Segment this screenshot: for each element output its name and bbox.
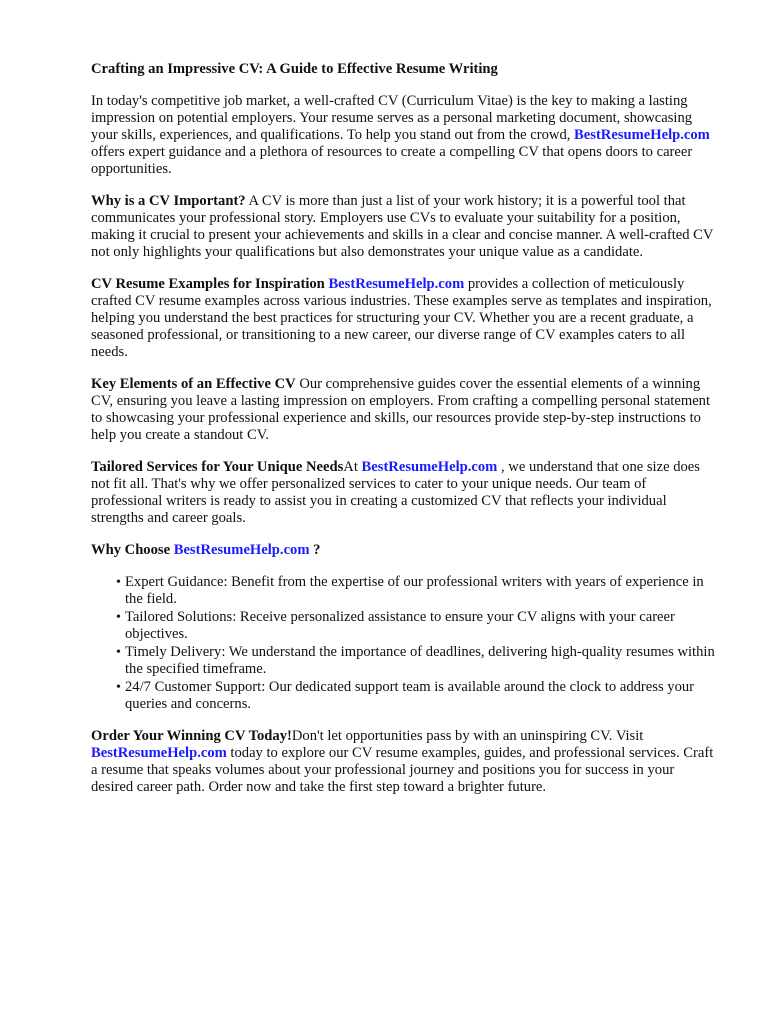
examples-heading: CV Resume Examples for Inspiration	[91, 276, 325, 292]
examples-paragraph	[91, 276, 720, 361]
list-item: • Expert Guidance: Benefit from the expertise of our professional writers with years of experience in the field.	[118, 574, 720, 608]
document-title: Crafting an Impressive CV: A Guide to Effective Resume Writing	[91, 61, 498, 77]
tailored-paragraph	[91, 459, 720, 527]
bestresumehelp-link[interactable]: BestResumeHelp.com	[574, 127, 710, 143]
order-heading: Order Your Winning CV Today!	[91, 728, 292, 744]
why-choose-heading	[91, 542, 720, 559]
intro-text-after: offers expert guidance and a plethora of resources to create a compelling CV that opens doors to career opportunities.	[91, 144, 693, 177]
tailored-text-after: , we understand that one size does not fit all. That's why we offer personalized services to cater to your unique needs. Our team of professional writers is ready to assist you in creating a customized CV that reflects your individual strengths and career goals.	[91, 459, 700, 526]
why-choose-text-after: ?	[309, 542, 321, 558]
key-elements-paragraph	[91, 376, 720, 444]
list-item: • 24/7 Customer Support: Our dedicated support team is available around the clock to address your queries and concerns.	[118, 679, 720, 713]
order-paragraph	[91, 728, 720, 796]
bestresumehelp-link[interactable]: BestResumeHelp.com	[361, 459, 498, 475]
benefits-list	[91, 574, 720, 713]
examples-text: provides a collection of meticulously crafted CV resume examples across various industries. These examples serve as templates and inspiration, helping you understand the best practices for structuring your CV. Whether you are a recent graduate, a seasoned professional, or transitioning to a new career, our diverse range of CV examples caters to all needs.	[91, 276, 712, 360]
why-choose-text-before: Why Choose	[91, 542, 174, 558]
key-elements-text: Our comprehensive guides cover the essential elements of a winning CV, ensuring you leave a lasting impression on employers. From crafting a compelling personal statement to showcasing your professional experience and skills, our resources provide step-by-step instructions to help you create a standout CV.	[91, 376, 711, 443]
tailored-text-before: At	[343, 459, 362, 475]
why-important-heading: Why is a CV Important?	[91, 193, 246, 209]
list-item: • Tailored Solutions: Receive personalized assistance to ensure your CV aligns with your career objectives.	[118, 609, 720, 643]
order-text-after: today to explore our CV resume examples, guides, and professional services. Craft a resume that speaks volumes about your professional journey and positions you for success in your desired career path. Order now and take the first step toward a brighter future.	[91, 745, 714, 795]
key-elements-heading: Key Elements of an Effective CV	[91, 376, 296, 392]
why-important-text: A CV is more than just a list of your work history; it is a powerful tool that communicates your professional story. Employers use CVs to evaluate your suitability for a position, making it crucial to present your achievements and skills in a clear and concise manner. A well-crafted CV not only highlights your qualifications but also demonstrates your unique value as a candidate.	[91, 193, 714, 260]
intro-paragraph	[91, 93, 720, 178]
why-important-paragraph	[91, 193, 720, 261]
list-item: • Timely Delivery: We understand the importance of deadlines, delivering high-quality resumes within the specified timeframe.	[118, 644, 720, 678]
bestresumehelp-link[interactable]: BestResumeHelp.com	[91, 745, 227, 761]
bestresumehelp-link[interactable]: BestResumeHelp.com	[173, 542, 310, 558]
tailored-heading: Tailored Services for Your Unique Needs	[91, 459, 344, 475]
bestresumehelp-link[interactable]: BestResumeHelp.com	[328, 276, 465, 292]
intro-text-before: In today's competitive job market, a well-crafted CV (Curriculum Vitae) is the key to making a lasting impression on potential employers. Your resume serves as a personal marketing document, showcasing your skills, experiences, and qualifications. To help you stand out from the crowd,	[91, 93, 693, 143]
order-text-before: Don't let opportunities pass by with an uninspiring CV. Visit	[291, 728, 644, 744]
